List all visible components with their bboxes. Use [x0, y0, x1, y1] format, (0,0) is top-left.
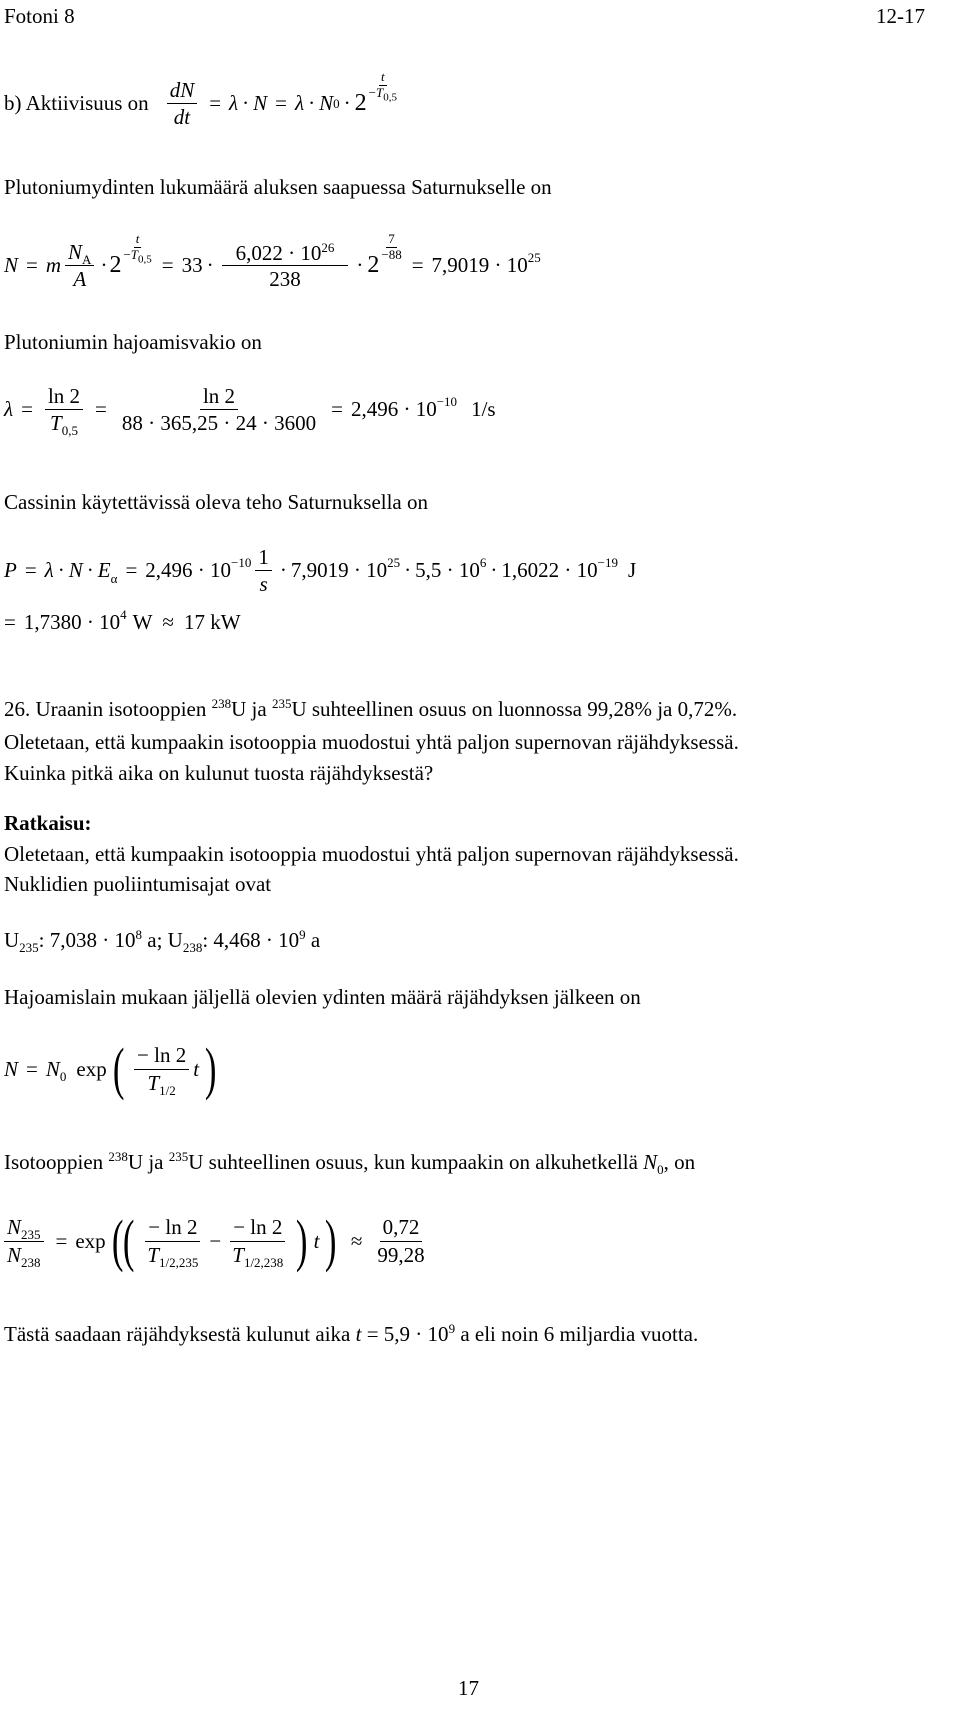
activity-label: b) Aktiivisuus on: [4, 91, 149, 116]
page-number: 17: [458, 1676, 479, 1700]
final-answer: Tästä saadaan räjähdyksestä kulunut aika $t = 5,9 \cdot 10^9$ a eli noin 6 miljardia vuotta.: [4, 1321, 699, 1346]
eq-activity: b) Aktiivisuus on $\frac{dN}{dt}$ = λ · N = λ · N 0 · 2 $\frac{t}{-T_{0,5}}$: [4, 69, 397, 130]
eq-power: P = λ · N · E $_\alpha$ = 2,496 · 10 $^{-10}$ $\frac{1}{s}$ · 7,9019 · 10 $^{25}$ · 5,5 · 10 $^6$ · 1,6022 · 10 $^{-19}$ J: [4, 545, 637, 597]
header-right: 12-17: [876, 4, 925, 28]
paragraph-5: Isotooppien $^{238}$U ja $^{235}$U suhteellinen osuus, kun kumpaakin on alkuhetkellä $N_0$, on: [4, 1149, 696, 1178]
eq-decay-constant: λ = $\frac{\ln 2}{T_{0,5}}$ = $\frac{\ln 2}{88 \cdot 365,25 \cdot 24 \cdot 3600}$ = 2,496 · 10 $^{-10}$ 1/s: [4, 384, 496, 439]
solution-line-2: Nuklidien puoliintumisajat ovat: [4, 872, 272, 896]
paragraph-4: Hajoamislain mukaan jäljellä olevien ydinten määrä räjähdyksen jälkeen on: [4, 985, 641, 1009]
eq-nuclei-count: N = m $\frac{N_A}{A}$ · 2 $\frac{t}{-T_{0,5}}$ = 33 · $\frac{6,022 \cdot 10^{26}}{238}$ · 2 $\frac{7}{-88}$ = 7,9019 · 10 $^{25}$: [4, 231, 541, 292]
paragraph-1: Plutoniumydinten lukumäärä aluksen saapuessa Saturnukselle on: [4, 175, 552, 199]
dn-dt-fraction: $\frac{dN}{dt}$: [167, 78, 198, 129]
paragraph-3: Cassinin käytettävissä oleva teho Saturnuksella on: [4, 490, 428, 514]
header-left: Fotoni 8: [4, 4, 75, 28]
problem-26-line-3: Kuinka pitkä aika on kulunut tuosta räjähdyksestä?: [4, 761, 434, 785]
paragraph-2: Plutoniumin hajoamisvakio on: [4, 330, 262, 354]
problem-26-line-2: Oletetaan, että kumpaakin isotooppia muodostui yhtä paljon supernovan räjähdyksessä.: [4, 730, 739, 754]
problem-26-line-1: 26. Uraanin isotooppien $^{238}$U ja $^{235}$U suhteellinen osuus on luonnossa 99,28% ja 0,72%.: [4, 696, 738, 721]
solution-line-1: Oletetaan, että kumpaakin isotooppia muodostui yhtä paljon supernovan räjähdyksessä.: [4, 842, 739, 866]
solution-title: Ratkaisu:: [4, 811, 92, 835]
eq-decay-law: N = N $_0$ exp ( $\frac{- \ln 2}{T_{1/2}}$ t ): [4, 1036, 217, 1101]
eq-power-result: = 1,7380 · 10 $^4$ W ≈ 17 kW: [4, 606, 241, 634]
eq-isotope-ratio: $\frac{N_{235}}{N_{238}}$ = exp ( ( $\frac{- \ln 2}{T_{1/2,235}}$ − $\frac{- \ln 2}{T_{1/2,238}}$ ) t ) ≈ $\frac{0,72}{99,28}$: [4, 1212, 432, 1270]
half-lives: $U_{235}$: $7,038 \cdot 10^8$ a; $U_{238}$: $4,468 \cdot 10^9$ a: [4, 927, 321, 956]
